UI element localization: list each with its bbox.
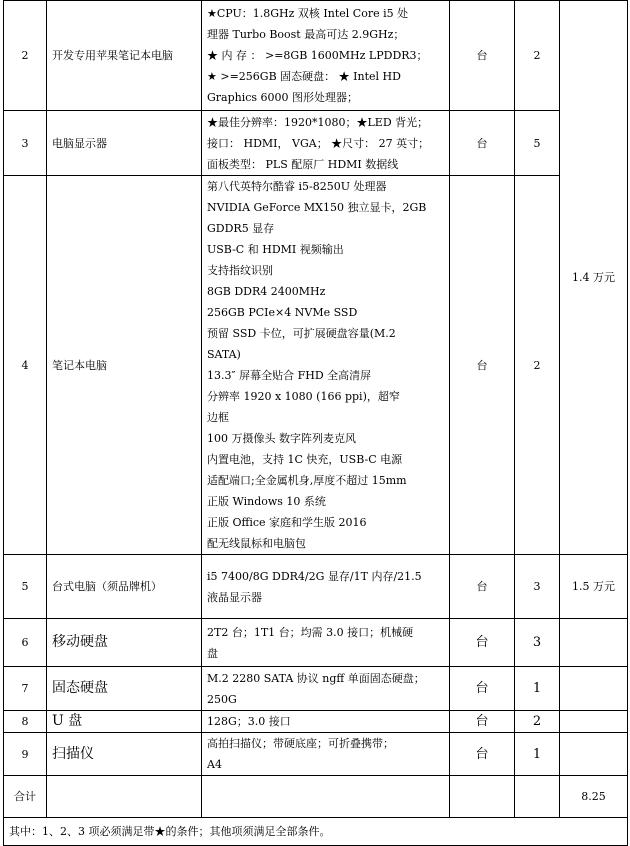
table-row — [4, 667, 628, 711]
spec-line: 盘 — [207, 646, 218, 660]
item-name: 扫描仪 — [47, 733, 202, 776]
empty-cell — [515, 776, 560, 818]
spec-line: 第八代英特尔酷睿 i5-8250U 处理器 — [207, 180, 387, 193]
item-spec — [202, 619, 450, 667]
item-unit: 台 — [450, 176, 515, 555]
item-budget-empty — [560, 619, 628, 667]
empty-cell — [202, 776, 450, 818]
spec-line: 配无线鼠标和电脑包 — [207, 537, 306, 550]
item-budget: 1.4 万元 — [560, 1, 628, 555]
row-number: 8 — [4, 711, 47, 733]
total-label: 合计 — [4, 776, 47, 818]
item-name: 开发专用苹果笔记本电脑 — [47, 1, 202, 111]
table-row — [4, 176, 628, 555]
spec-line: 256GB PCIe×4 NVMe SSD — [207, 306, 358, 319]
spec-line: 8GB DDR4 2400MHz — [207, 285, 326, 298]
item-unit: 台 — [450, 555, 515, 619]
item-quantity: 2 — [515, 711, 560, 733]
spec-line: 高拍扫描仪；带硬底座；可折叠携带； — [207, 737, 394, 750]
spec-line: 接口： HDMI， VGA； ★尺寸： 27 英寸； — [207, 136, 430, 150]
item-budget-empty — [560, 711, 628, 733]
row-number: 3 — [4, 111, 47, 176]
spec-line: M.2 2280 SATA 协议 ngff 单面固态硬盘； — [207, 671, 425, 685]
spec-line: ★CPU：1.8GHz 双核 Intel Core i5 处 — [207, 7, 409, 20]
item-spec — [202, 176, 450, 555]
item-spec — [202, 733, 450, 776]
item-quantity: 1 — [515, 667, 560, 711]
spec-line: GDDR5 显存 — [207, 222, 275, 235]
spec-line: ★ >=256GB 固态硬盘： ★ Intel HD — [207, 70, 401, 83]
item-quantity: 3 — [515, 619, 560, 667]
spec-line: 支持指纹识别 — [207, 264, 273, 277]
item-quantity: 5 — [515, 111, 560, 176]
empty-cell — [450, 776, 515, 818]
row-number: 7 — [4, 667, 47, 711]
item-unit: 台 — [450, 619, 515, 667]
spec-line: 内置电池，支持 1C 快充，USB-C 电源 — [207, 453, 403, 466]
spec-line: 2T2 台；1T1 台；均需 3.0 接口；机械硬 — [207, 625, 414, 639]
item-spec — [202, 555, 450, 619]
item-name: 台式电脑（须品牌机） — [47, 555, 202, 619]
table-row — [4, 1, 628, 111]
spec-line: 边框 — [207, 411, 229, 424]
table-row — [4, 733, 628, 776]
note-row — [4, 818, 628, 846]
spec-line: SATA) — [207, 348, 241, 361]
spec-line: 128G；3.0 接口 — [207, 715, 291, 728]
item-unit: 台 — [450, 733, 515, 776]
row-number: 5 — [4, 555, 47, 619]
row-number: 2 — [4, 1, 47, 111]
item-spec — [202, 667, 450, 711]
spec-line: A4 — [207, 758, 222, 771]
row-number: 9 — [4, 733, 47, 776]
total-row — [4, 776, 628, 818]
spec-line: 正版 Windows 10 系统 — [207, 495, 326, 508]
spec-line: 预留 SSD 卡位，可扩展硬盘容量(M.2 — [207, 327, 396, 340]
item-name: U 盘 — [47, 711, 202, 733]
item-budget-empty — [560, 733, 628, 776]
table-row — [4, 111, 628, 176]
item-budget-empty — [560, 667, 628, 711]
item-name: 笔记本电脑 — [47, 176, 202, 555]
spec-line: ★ 内 存 ： >=8GB 1600MHz LPDDR3； — [207, 49, 428, 62]
row-number: 6 — [4, 619, 47, 667]
spec-line: 理器 Turbo Boost 最高可达 2.9GHz； — [207, 28, 405, 41]
item-spec — [202, 711, 450, 733]
spec-line: 分辨率 1920 x 1080 (166 ppi)，超窄 — [207, 390, 400, 403]
item-quantity: 1 — [515, 733, 560, 776]
spec-line: i5 7400/8G DDR4/2G 显存/1T 内存/21.5 — [207, 569, 422, 583]
item-unit: 台 — [450, 1, 515, 111]
spec-line: USB-C 和 HDMI 视频输出 — [207, 243, 344, 256]
spec-line: Graphics 6000 图形处理器； — [207, 91, 359, 104]
item-spec — [202, 111, 450, 176]
row-number: 4 — [4, 176, 47, 555]
spec-line: 250G — [207, 692, 237, 706]
table-row — [4, 619, 628, 667]
item-name: 电脑显示器 — [47, 111, 202, 176]
item-name: 移动硬盘 — [47, 619, 202, 667]
item-name: 固态硬盘 — [47, 667, 202, 711]
spec-line: NVIDIA GeForce MX150 独立显卡，2GB — [207, 201, 427, 214]
requirement-note: 其中：1、2、3 项必须满足带★的条件；其他项须满足全部条件。 — [4, 818, 628, 846]
item-budget: 1.5 万元 — [560, 555, 628, 619]
spec-line: 液晶显示器 — [207, 590, 262, 604]
total-amount: 8.25 — [560, 776, 628, 818]
item-spec — [202, 1, 450, 111]
item-unit: 台 — [450, 667, 515, 711]
empty-cell — [47, 776, 202, 818]
equipment-spec-table — [3, 0, 628, 846]
item-unit: 台 — [450, 111, 515, 176]
spec-line: 面板类型： PLS 配原厂 HDMI 数据线 — [207, 157, 399, 171]
spec-line: 100 万摄像头 数字阵列麦克风 — [207, 432, 356, 445]
spec-line: 13.3″ 屏幕全贴合 FHD 全高清屏 — [207, 369, 372, 382]
spec-line: ★最佳分辨率：1920*1080；★LED 背光； — [207, 115, 429, 129]
item-quantity: 3 — [515, 555, 560, 619]
item-unit: 台 — [450, 711, 515, 733]
table-row — [4, 555, 628, 619]
item-quantity: 2 — [515, 176, 560, 555]
spec-line: 正版 Office 家庭和学生版 2016 — [207, 516, 367, 529]
table-row — [4, 711, 628, 733]
spec-line: 适配端口;全金属机身,厚度不超过 15mm — [207, 474, 407, 487]
item-quantity: 2 — [515, 1, 560, 111]
